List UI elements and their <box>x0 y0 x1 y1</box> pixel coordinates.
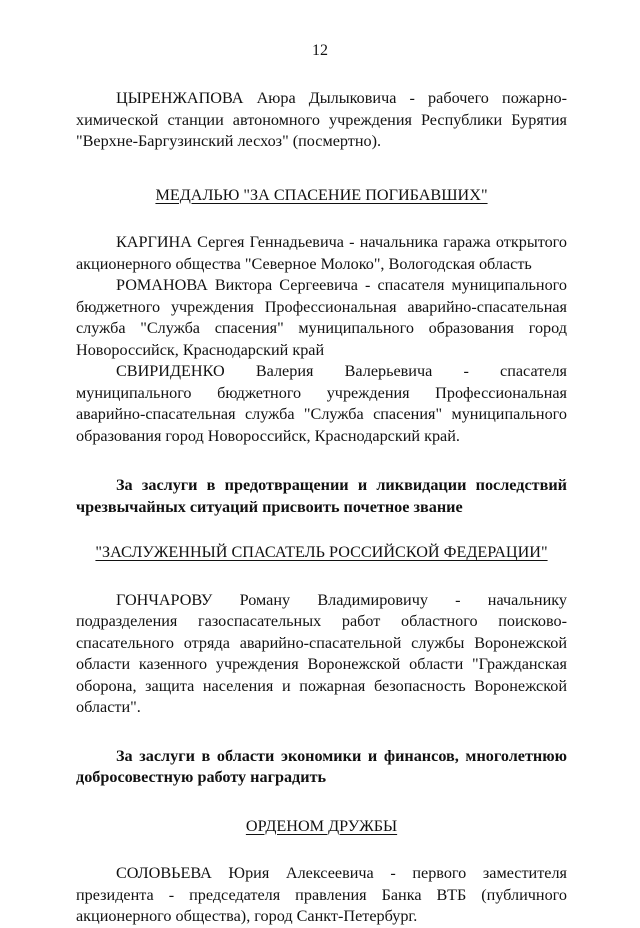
section-heading-medal: МЕДАЛЬЮ "ЗА СПАСЕНИЕ ПОГИБАВШИХ" <box>155 185 488 204</box>
page-number: 12 <box>312 42 328 59</box>
award-entry-sviridenko: СВИРИДЕНКО Валерия Валерьевича - спасателя муниципального бюджетного учреждения Профессиональная аварийно-спасательная служба "Служба спасения" муниципального образования город Новороссийск, Краснодарский край. <box>76 362 567 445</box>
award-entry-goncharovu: ГОНЧАРОВУ Роману Владимировичу - начальнику подразделения газоспасательных работ областного поисково-спасательного отряда аварийно-спасательной службы Воронежской области казенного учреждения Воронежской области "Гражданская оборона, защита населения и пожарная безопасность Воронежской области". <box>76 590 567 716</box>
decree-clause-economy: За заслуги в области экономики и финансов, многолетнюю добросовестную работу наградить <box>76 746 567 786</box>
award-entry-solovieva: СОЛОВЬЕВА Юрия Алексеевича - первого заместителя президента - председателя правления Банка ВТБ (публичного акционерного общества), город Санкт-Петербург. <box>76 864 567 925</box>
section-heading-order-friendship: ОРДЕНОМ ДРУЖБЫ <box>245 816 398 835</box>
decree-clause-rescuer-title: За заслуги в предотвращении и ликвидации последствий чрезвычайных ситуаций присвоить почетное звание <box>76 476 567 516</box>
award-entry-kargina: КАРГИНА Сергея Геннадьевича - начальника гаража открытого акционерного общества "Северное Молоко", Вологодская область <box>76 233 567 273</box>
document-body <box>76 88 567 928</box>
section-heading-honored-rescuer: "ЗАСЛУЖЕННЫЙ СПАСАТЕЛЬ РОССИЙСКОЙ ФЕДЕРАЦИИ" <box>95 543 548 561</box>
award-entry-romanova: РОМАНОВА Виктора Сергеевича - спасателя муниципального бюджетного учреждения Профессиональная аварийно-спасательная служба "Служба спасения" муниципального образования город Новороссийск, Краснодарский край <box>76 276 567 359</box>
award-entry-tsyrenzhapova: ЦЫРЕНЖАПОВА Аюра Дылыковича - рабочего пожарно-химической станции автономного учреждения Республики Бурятия "Верхне-Баргузинский лесхоз" (посмертно). <box>76 89 567 150</box>
